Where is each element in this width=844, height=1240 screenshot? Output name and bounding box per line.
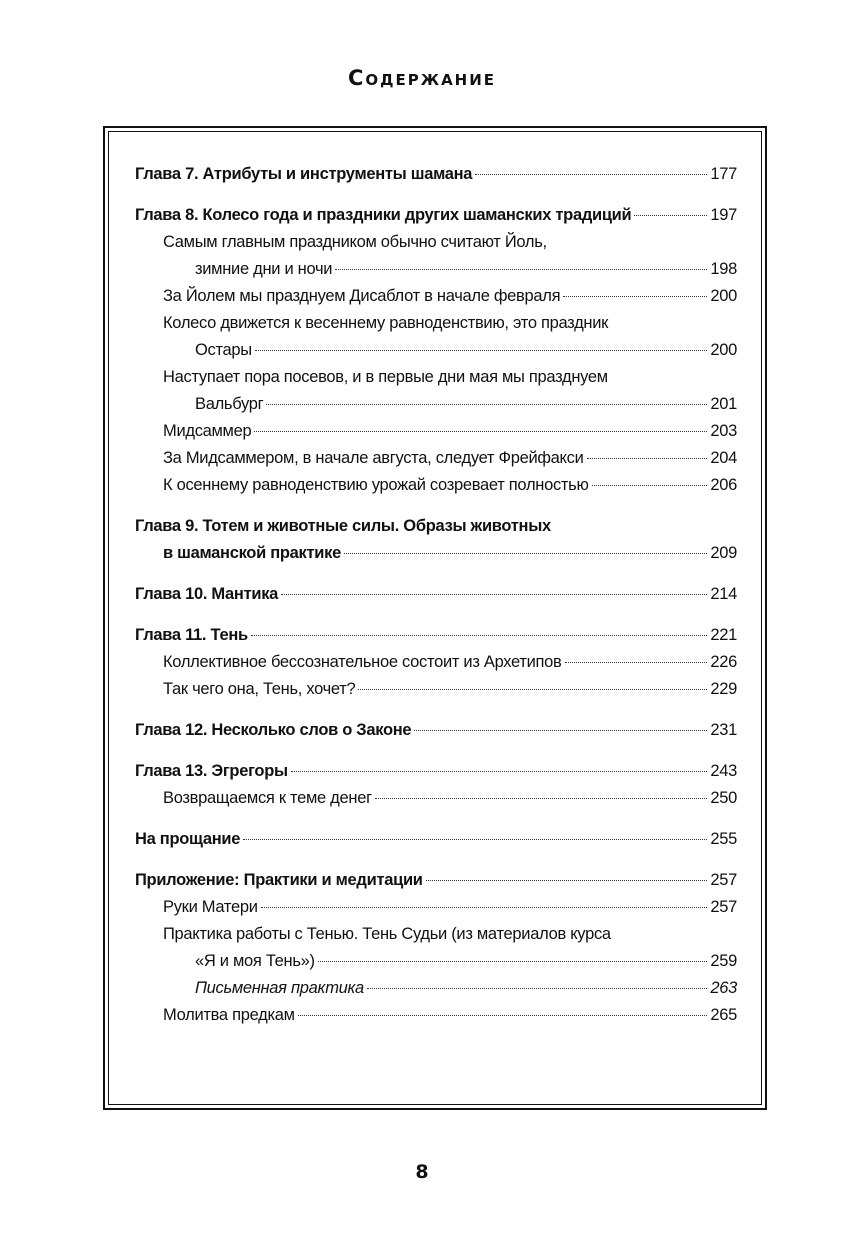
toc-entry-title: Коллективное бессознательное состоит из Архетипов [163, 653, 562, 671]
toc-entry-title: Остары [195, 341, 252, 359]
dot-leader [318, 961, 708, 962]
toc-page-number: 177 [710, 165, 737, 183]
toc-group [135, 717, 737, 744]
toc-entry-line [135, 1002, 737, 1029]
dot-leader [254, 431, 707, 432]
toc-entry-title: Так чего она, Тень, хочет? [163, 680, 356, 698]
toc-page-number: 206 [710, 476, 737, 494]
toc-page-number: 209 [710, 544, 737, 562]
toc-entry-line [135, 826, 737, 853]
dot-leader [281, 594, 707, 595]
toc-page-number: 263 [710, 979, 737, 997]
toc-entry-title: За Йолем мы празднуем Дисаблот в начале февраля [163, 287, 561, 305]
toc-section-entry[interactable] [135, 785, 737, 812]
toc-page-number: 198 [710, 260, 737, 278]
toc-entry-title: Письменная практика [195, 979, 364, 997]
toc-chapter-entry[interactable] [135, 826, 737, 853]
dot-leader [563, 296, 707, 297]
page-title: Содержание [347, 66, 497, 90]
toc-entry-title: За Мидсаммером, в начале августа, следует Фрейфакси [163, 449, 584, 467]
toc-group [135, 622, 737, 703]
toc-page-number: 197 [710, 206, 737, 224]
toc-page-number: 265 [710, 1006, 737, 1024]
toc-entry-title: Глава 8. Колесо года и праздники других шаманских традиций [135, 206, 632, 224]
toc-entry-title: Практика работы с Тенью. Тень Судьи (из материалов курса [163, 925, 611, 943]
toc-entry-title: Глава 7. Атрибуты и инструменты шамана [135, 165, 473, 183]
toc-entry-line [135, 229, 737, 256]
toc-section-entry[interactable] [135, 283, 737, 310]
toc-entry-title: Глава 10. Мантика [135, 585, 279, 603]
dot-leader [592, 485, 708, 486]
toc-page-number: 204 [710, 449, 737, 467]
toc-entry-line [135, 161, 737, 188]
toc-entry-title: Глава 12. Несколько слов о Законе [135, 721, 412, 739]
toc-entry-line [135, 649, 737, 676]
toc-chapter-entry[interactable] [135, 717, 737, 744]
toc-page-number: 250 [710, 789, 737, 807]
toc-entry-title: Глава 11. Тень [135, 626, 248, 644]
toc-entry-title: Приложение: Практики и медитации [135, 871, 423, 889]
toc-page-number: 243 [710, 762, 737, 780]
toc-chapter-entry[interactable] [135, 202, 737, 229]
toc-group [135, 202, 737, 499]
dot-leader [358, 689, 707, 690]
toc-section-entry[interactable] [135, 472, 737, 499]
toc-entry-line [135, 717, 737, 744]
toc-group [135, 161, 737, 188]
dot-leader [565, 662, 708, 663]
toc-entry-title: К осеннему равноденствию урожай созревает полностью [163, 476, 589, 494]
toc-entry-line [135, 472, 737, 499]
toc-entry-line [135, 391, 737, 418]
toc-section-entry[interactable] [135, 649, 737, 676]
toc-entry-line [135, 418, 737, 445]
toc-entry-line [135, 256, 737, 283]
toc-entry-title: Колесо движется к весеннему равноденствию, это праздник [163, 314, 609, 332]
toc-section-entry[interactable] [135, 229, 737, 283]
toc-group [135, 867, 737, 1029]
toc-page-number: 226 [710, 653, 737, 671]
toc-chapter-entry[interactable] [135, 161, 737, 188]
toc-chapter-entry[interactable] [135, 622, 737, 649]
dot-leader [414, 730, 707, 731]
toc-group [135, 581, 737, 608]
toc-section-entry[interactable] [135, 310, 737, 364]
dot-leader [367, 988, 707, 989]
toc-entry-line [135, 676, 737, 703]
toc-group [135, 758, 737, 812]
toc-entry-line [135, 758, 737, 785]
toc-page-number: 221 [710, 626, 737, 644]
toc-group [135, 826, 737, 853]
toc-page-number: 257 [710, 871, 737, 889]
toc-entry-line [135, 445, 737, 472]
toc-page-number: 214 [710, 585, 737, 603]
toc-page-number: 203 [710, 422, 737, 440]
toc-section-entry[interactable] [135, 975, 737, 1002]
toc-page-number: 201 [710, 395, 737, 413]
toc-entry-title: «Я и моя Тень») [195, 952, 315, 970]
dot-leader [634, 215, 707, 216]
toc-section-entry[interactable] [135, 676, 737, 703]
toc-entry-line [135, 581, 737, 608]
toc-entry-line [135, 975, 737, 1002]
toc-section-entry[interactable] [135, 894, 737, 921]
dot-leader [426, 880, 708, 881]
dot-leader [475, 174, 707, 175]
dot-leader [251, 635, 708, 636]
dot-leader [266, 404, 707, 405]
toc-entry-line [135, 202, 737, 229]
dot-leader [344, 553, 707, 554]
toc-entry-title: Самым главным праздником обычно считают Йоль, [163, 233, 547, 251]
toc-entry-line [135, 540, 737, 567]
toc-entry-title: Глава 9. Тотем и животные силы. Образы животных [135, 517, 551, 535]
toc-chapter-entry[interactable] [135, 513, 737, 567]
dot-leader [298, 1015, 708, 1016]
toc-entry-title: Мидсаммер [163, 422, 252, 440]
dot-leader [375, 798, 708, 799]
toc-page-number: 231 [710, 721, 737, 739]
toc-entry-title: Возвращаемся к теме денег [163, 789, 372, 807]
toc-entry-line [135, 364, 737, 391]
toc-entry-title: Глава 13. Эгрегоры [135, 762, 288, 780]
toc-entry-line [135, 513, 737, 540]
toc-entry-line [135, 622, 737, 649]
toc-section-entry[interactable] [135, 364, 737, 418]
toc-page-number: 259 [710, 952, 737, 970]
toc-entry-title: зимние дни и ночи [195, 260, 333, 278]
toc-entry-line [135, 337, 737, 364]
toc-entry-title: Наступает пора посевов, и в первые дни мая мы празднуем [163, 368, 608, 386]
table-of-contents [135, 161, 737, 1043]
toc-entry-line [135, 310, 737, 337]
toc-entry-line [135, 867, 737, 894]
toc-page-number: 200 [710, 287, 737, 305]
page-number: 8 [415, 1161, 429, 1183]
toc-entry-title: Руки Матери [163, 898, 258, 916]
toc-entry-line [135, 921, 737, 948]
toc-chapter-entry[interactable] [135, 581, 737, 608]
toc-section-entry[interactable] [135, 1002, 737, 1029]
dot-leader [587, 458, 708, 459]
toc-chapter-entry[interactable] [135, 867, 737, 894]
toc-page-number: 229 [710, 680, 737, 698]
toc-entry-line [135, 894, 737, 921]
toc-page-number: 255 [710, 830, 737, 848]
dot-leader [335, 269, 707, 270]
toc-page-number: 200 [710, 341, 737, 359]
toc-entry-title: Молитва предкам [163, 1006, 295, 1024]
dot-leader [291, 771, 708, 772]
toc-entry-title: Вальбург [195, 395, 264, 413]
toc-entry-line [135, 948, 737, 975]
toc-entry-line [135, 283, 737, 310]
toc-entry-line [135, 785, 737, 812]
toc-section-entry[interactable] [135, 445, 737, 472]
dot-leader [255, 350, 707, 351]
toc-chapter-entry[interactable] [135, 758, 737, 785]
toc-page-number: 257 [710, 898, 737, 916]
toc-section-entry[interactable] [135, 921, 737, 975]
toc-section-entry[interactable] [135, 418, 737, 445]
toc-group [135, 513, 737, 567]
toc-entry-title: На прощание [135, 830, 241, 848]
toc-entry-title: в шаманской практике [163, 544, 341, 562]
dot-leader [261, 907, 708, 908]
dot-leader [243, 839, 707, 840]
